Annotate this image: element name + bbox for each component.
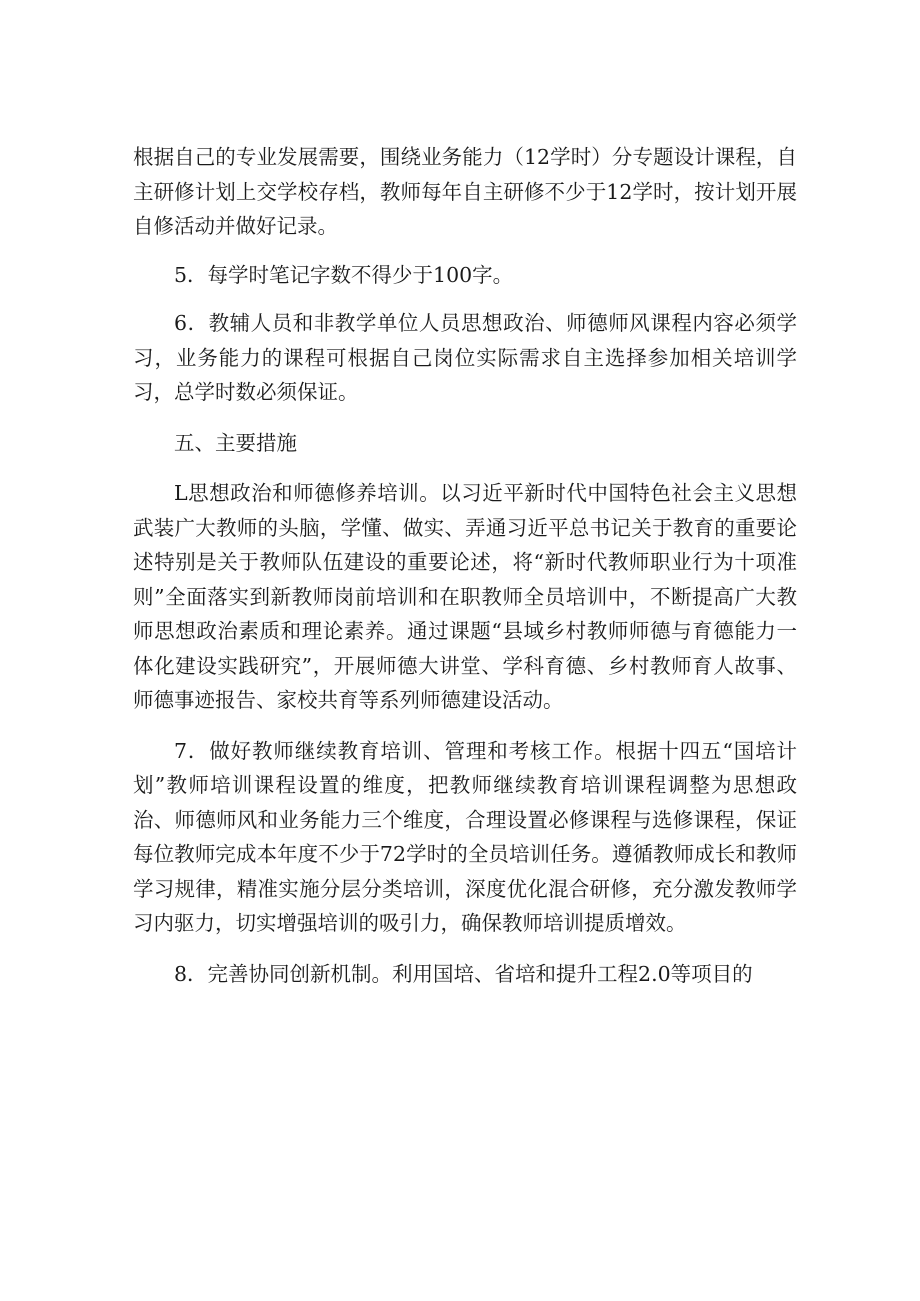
paragraph-item-8: 8．完善协同创新机制。利用国培、省培和提升工程2.0等项目的 (174, 961, 753, 986)
document-page (133, 140, 797, 991)
paragraph-item-5: 5．每学时笔记字数不得少于100字。 (174, 262, 514, 287)
paragraph-item-1-political-training: L思想政治和师德修养培训。以习近平新时代中国特色社会主义思想武装广大教师的头脑，学懂、做实、弄通习近平总书记关于教育的重要论述特别是关于教师队伍建设的重要论述，将“新时代教师职业行为十项准则”全面落实到新教师岗前培训和在职教师全员培训中，不断提高广大教师思想政治素质和理论素养。通过课题“县域乡村教师师德与育德能力一体化建设实践研究”，开展师德大讲堂、学科育德、乡村教师育人故事、师德事迹报告、家校共育等系列师德建设活动。 (133, 481, 797, 712)
section-heading-main-measures: 五、主要措施 (174, 430, 297, 455)
paragraph-item-6: 6．教辅人员和非教学单位人员思想政治、师德师风课程内容必须学习，业务能力的课程可根据自己岗位实际需求自主选择参加相关培训学习，总学时数必须保证。 (133, 311, 797, 404)
paragraph-continuation: 根据自己的专业发展需要，围绕业务能力（12学时）分专题设计课程，自主研修计划上交学校存档，教师每年自主研修不少于12学时，按计划开展自修活动并做好记录。 (133, 145, 797, 238)
paragraph-item-7: 7．做好教师继续教育培训、管理和考核工作。根据十四五“国培计划”教师培训课程设置的维度，把教师继续教育培训课程调整为思想政治、师德师风和业务能力三个维度，合理设置必修课程与选修课程，保证每位教师完成本年度不少于72学时的全员培训任务。遵循教师成长和教师学习规律，精准实施分层分类培训，深度优化混合研修，充分激发教师学习内驱力，切实增强培训的吸引力，确保教师培训提质增效。 (133, 738, 797, 935)
